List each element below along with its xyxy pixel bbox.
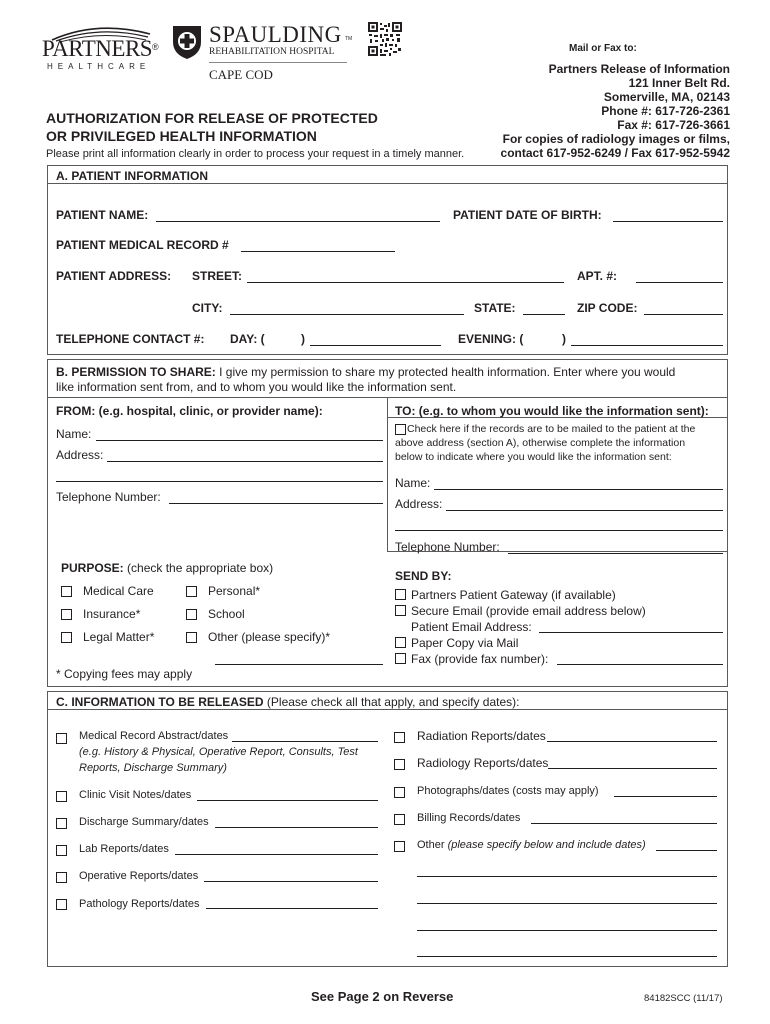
- section-c-title: C. INFORMATION TO BE RELEASED: [56, 695, 264, 709]
- send-by-label: SEND BY:: [395, 569, 452, 583]
- fax-number-input[interactable]: [557, 664, 723, 665]
- from-name-input[interactable]: [96, 440, 383, 441]
- purpose-school-label: School: [208, 607, 245, 621]
- mrn-input[interactable]: [241, 251, 395, 252]
- send-gateway-label: Partners Patient Gateway (if available): [411, 588, 616, 602]
- state-label: STATE:: [474, 301, 516, 315]
- purpose-legal-matter-label: Legal Matter*: [83, 630, 155, 644]
- mail-to-patient-checkbox[interactable]: [395, 424, 406, 435]
- other-information-label-row: [417, 839, 646, 852]
- other-specify-input-3[interactable]: [417, 930, 717, 931]
- section-c: [47, 691, 728, 967]
- partners-name: PARTNERS: [42, 36, 153, 61]
- purpose-hint: (check the appropriate box): [127, 561, 274, 575]
- medical-record-abstract-label: Medical Record Abstract/dates: [79, 730, 229, 742]
- patient-name-label: PATIENT NAME:: [56, 208, 149, 222]
- radiation-reports-dates-input[interactable]: [547, 741, 717, 742]
- form-code: 84182SCC (11/17): [644, 993, 723, 1004]
- patient-email-input[interactable]: [539, 632, 723, 633]
- operative-reports-dates-input[interactable]: [204, 881, 378, 882]
- mail-line-4: Phone #: 617-726-2361: [601, 104, 730, 118]
- mail-line-7: contact 617-952-6249 / Fax 617-952-5942: [500, 146, 730, 160]
- lab-reports-dates-input[interactable]: [175, 854, 378, 855]
- instructions: Please print all information clearly in order to process your request in a timely manner.: [46, 148, 465, 160]
- copying-fees-note: * Copying fees may apply: [56, 667, 193, 681]
- purpose-personal-label: Personal*: [208, 584, 261, 598]
- clinic-visit-notes-dates-input[interactable]: [197, 800, 378, 801]
- section-b-column-divider: [387, 397, 388, 552]
- mail-line-1: Partners Release of Information: [548, 62, 730, 76]
- day-phone-input[interactable]: [310, 345, 441, 346]
- city-label: CITY:: [192, 301, 223, 315]
- purpose-medical-care-checkbox[interactable]: [61, 586, 72, 597]
- spaulding-shield-icon: [171, 24, 203, 60]
- purpose-other-label: Other (please specify)*: [208, 630, 331, 644]
- send-fax-checkbox[interactable]: [395, 653, 406, 664]
- spaulding-sub: REHABILITATION HOSPITAL: [209, 47, 335, 57]
- section-b-heading-line-1: [56, 365, 675, 379]
- purpose-other-checkbox[interactable]: [186, 632, 197, 643]
- partners-logo: [42, 22, 162, 74]
- partners-sub: HEALTHCARE: [47, 62, 151, 71]
- photographs-dates-input[interactable]: [614, 796, 717, 797]
- purpose-personal-checkbox[interactable]: [186, 586, 197, 597]
- patient-name-input[interactable]: [156, 221, 440, 222]
- discharge-summary-checkbox[interactable]: [56, 818, 67, 829]
- mail-line-3: Somerville, MA, 02143: [603, 90, 730, 104]
- from-name-label: Name:: [56, 427, 92, 441]
- to-address-label: Address:: [395, 497, 443, 511]
- mail-line-2: 121 Inner Belt Rd.: [628, 76, 730, 90]
- check-here-line-3: below to indicate where you would like the information sent:: [395, 451, 672, 463]
- to-telephone-input[interactable]: [508, 553, 723, 554]
- street-input[interactable]: [247, 282, 564, 283]
- section-a-title: A. PATIENT INFORMATION: [56, 169, 208, 183]
- spaulding-divider: [209, 62, 347, 63]
- send-paper-copy-label: Paper Copy via Mail: [411, 636, 519, 650]
- section-a-heading: [48, 166, 727, 184]
- telephone-label: TELEPHONE CONTACT #:: [56, 332, 205, 346]
- photographs-checkbox[interactable]: [394, 787, 405, 798]
- apt-input[interactable]: [636, 282, 723, 283]
- mail-line-5: Fax #: 617-726-3661: [617, 118, 730, 132]
- section-b: [47, 359, 728, 687]
- radiation-reports-checkbox[interactable]: [394, 732, 405, 743]
- zip-input[interactable]: [644, 314, 723, 315]
- send-fax-label: Fax (provide fax number):: [411, 652, 549, 666]
- mrn-label: PATIENT MEDICAL RECORD #: [56, 238, 229, 252]
- check-here-line-2: above address (section A), otherwise complete the information: [395, 437, 686, 449]
- street-label: STREET:: [192, 269, 243, 283]
- medical-record-abstract-dates-input[interactable]: [232, 741, 378, 742]
- from-address-label: Address:: [56, 448, 104, 462]
- radiology-reports-dates-input[interactable]: [548, 768, 717, 769]
- city-input[interactable]: [230, 314, 464, 315]
- mail-line-6: For copies of radiology images or films,: [502, 132, 730, 146]
- to-name-label: Name:: [395, 476, 431, 490]
- patient-email-label: Patient Email Address:: [411, 620, 532, 634]
- from-telephone-input[interactable]: [169, 503, 383, 504]
- pathology-reports-checkbox[interactable]: [56, 899, 67, 910]
- other-information-label: Other: [417, 839, 445, 851]
- abstract-example-line-2: Reports, Discharge Summary): [79, 762, 227, 774]
- section-c-heading: [48, 692, 727, 710]
- send-secure-email-label: Secure Email (provide email address below): [411, 604, 646, 618]
- operative-reports-checkbox[interactable]: [56, 872, 67, 883]
- dob-label: PATIENT DATE OF BIRTH:: [453, 208, 602, 222]
- to-name-input[interactable]: [434, 489, 723, 490]
- to-heading: TO: (e.g. to whom you would like the information sent):: [395, 404, 709, 418]
- day-close-paren: ): [301, 332, 305, 346]
- spaulding-logo: [171, 22, 361, 86]
- billing-records-checkbox[interactable]: [394, 814, 405, 825]
- operative-reports-label: Operative Reports/dates: [79, 870, 199, 882]
- purpose-school-checkbox[interactable]: [186, 609, 197, 620]
- evening-phone-input[interactable]: [571, 345, 723, 346]
- other-information-checkbox[interactable]: [394, 841, 405, 852]
- purpose-legal-matter-checkbox[interactable]: [61, 632, 72, 643]
- mail-fax-label: Mail or Fax to:: [569, 43, 637, 54]
- qr-code: [368, 22, 402, 56]
- pathology-reports-label: Pathology Reports/dates: [79, 898, 200, 910]
- see-page-2: See Page 2 on Reverse: [311, 989, 454, 1004]
- radiation-reports-label: Radiation Reports/dates: [417, 729, 546, 743]
- billing-records-label: Billing Records/dates: [417, 812, 521, 824]
- spaulding-location: CAPE COD: [209, 67, 273, 82]
- evening-close-paren: ): [562, 332, 566, 346]
- clinic-visit-notes-checkbox[interactable]: [56, 791, 67, 802]
- send-secure-email-checkbox[interactable]: [395, 605, 406, 616]
- radiology-reports-checkbox[interactable]: [394, 759, 405, 770]
- other-information-dates-input[interactable]: [656, 850, 717, 851]
- dob-input[interactable]: [613, 221, 723, 222]
- purpose-insurance-label: Insurance*: [83, 607, 141, 621]
- section-b-heading-text: I give my permission to share my protected health information. Enter where you would: [219, 365, 676, 379]
- from-telephone-label: Telephone Number:: [56, 490, 161, 504]
- check-here-line-1: Check here if the records are to be mailed to the patient at the: [407, 423, 696, 435]
- trademark: TM: [345, 36, 353, 42]
- purpose-medical-care-label: Medical Care: [83, 584, 154, 598]
- other-specify-input-1[interactable]: [417, 876, 717, 877]
- day-label: DAY: (: [230, 332, 265, 346]
- from-address-input-1[interactable]: [107, 461, 383, 462]
- medical-record-abstract-checkbox[interactable]: [56, 733, 67, 744]
- from-heading: FROM: (e.g. hospital, clinic, or provider name):: [56, 404, 323, 418]
- from-address-input-2[interactable]: [56, 481, 383, 482]
- section-c-heading-text: (Please check all that apply, and specify dates):: [266, 695, 520, 709]
- state-input[interactable]: [523, 314, 565, 315]
- to-telephone-label: Telephone Number:: [395, 540, 500, 554]
- evening-label: EVENING: (: [458, 332, 524, 346]
- lab-reports-label: Lab Reports/dates: [79, 843, 169, 855]
- zip-label: ZIP CODE:: [577, 301, 638, 315]
- section-b-title: B. PERMISSION TO SHARE:: [56, 365, 216, 379]
- send-paper-copy-checkbox[interactable]: [395, 637, 406, 648]
- address-label: PATIENT ADDRESS:: [56, 269, 172, 283]
- section-a: [47, 165, 728, 355]
- section-b-heading-line-2: like information sent from, and to whom you would like the information sent.: [56, 380, 457, 394]
- radiology-reports-label: Radiology Reports/dates: [417, 756, 549, 770]
- page-title-line-1: AUTHORIZATION FOR RELEASE OF PROTECTED: [46, 110, 378, 126]
- other-information-hint: (please specify below and include dates): [447, 839, 646, 851]
- spaulding-name: SPAULDING: [209, 22, 342, 47]
- to-address-input-1[interactable]: [446, 510, 723, 511]
- purpose-label: PURPOSE:: [61, 561, 124, 575]
- discharge-summary-label: Discharge Summary/dates: [79, 816, 209, 828]
- apt-label: APT. #:: [577, 269, 618, 283]
- abstract-example-line-1: (e.g. History & Physical, Operative Report, Consults, Test: [79, 746, 358, 758]
- lab-reports-checkbox[interactable]: [56, 845, 67, 856]
- purpose-other-input[interactable]: [215, 664, 383, 665]
- purpose-insurance-checkbox[interactable]: [61, 609, 72, 620]
- pathology-reports-dates-input[interactable]: [206, 908, 378, 909]
- clinic-visit-notes-label: Clinic Visit Notes/dates: [79, 789, 192, 801]
- purpose-heading: [61, 561, 273, 575]
- other-specify-input-2[interactable]: [417, 903, 717, 904]
- registered-mark: ®: [152, 42, 159, 52]
- page-title-line-2: OR PRIVILEGED HEALTH INFORMATION: [46, 128, 317, 144]
- billing-records-dates-input[interactable]: [531, 823, 717, 824]
- photographs-label: Photographs/dates (costs may apply): [417, 785, 599, 797]
- send-gateway-checkbox[interactable]: [395, 589, 406, 600]
- to-address-input-2[interactable]: [395, 530, 723, 531]
- other-specify-input-4[interactable]: [417, 956, 717, 957]
- discharge-summary-dates-input[interactable]: [215, 827, 378, 828]
